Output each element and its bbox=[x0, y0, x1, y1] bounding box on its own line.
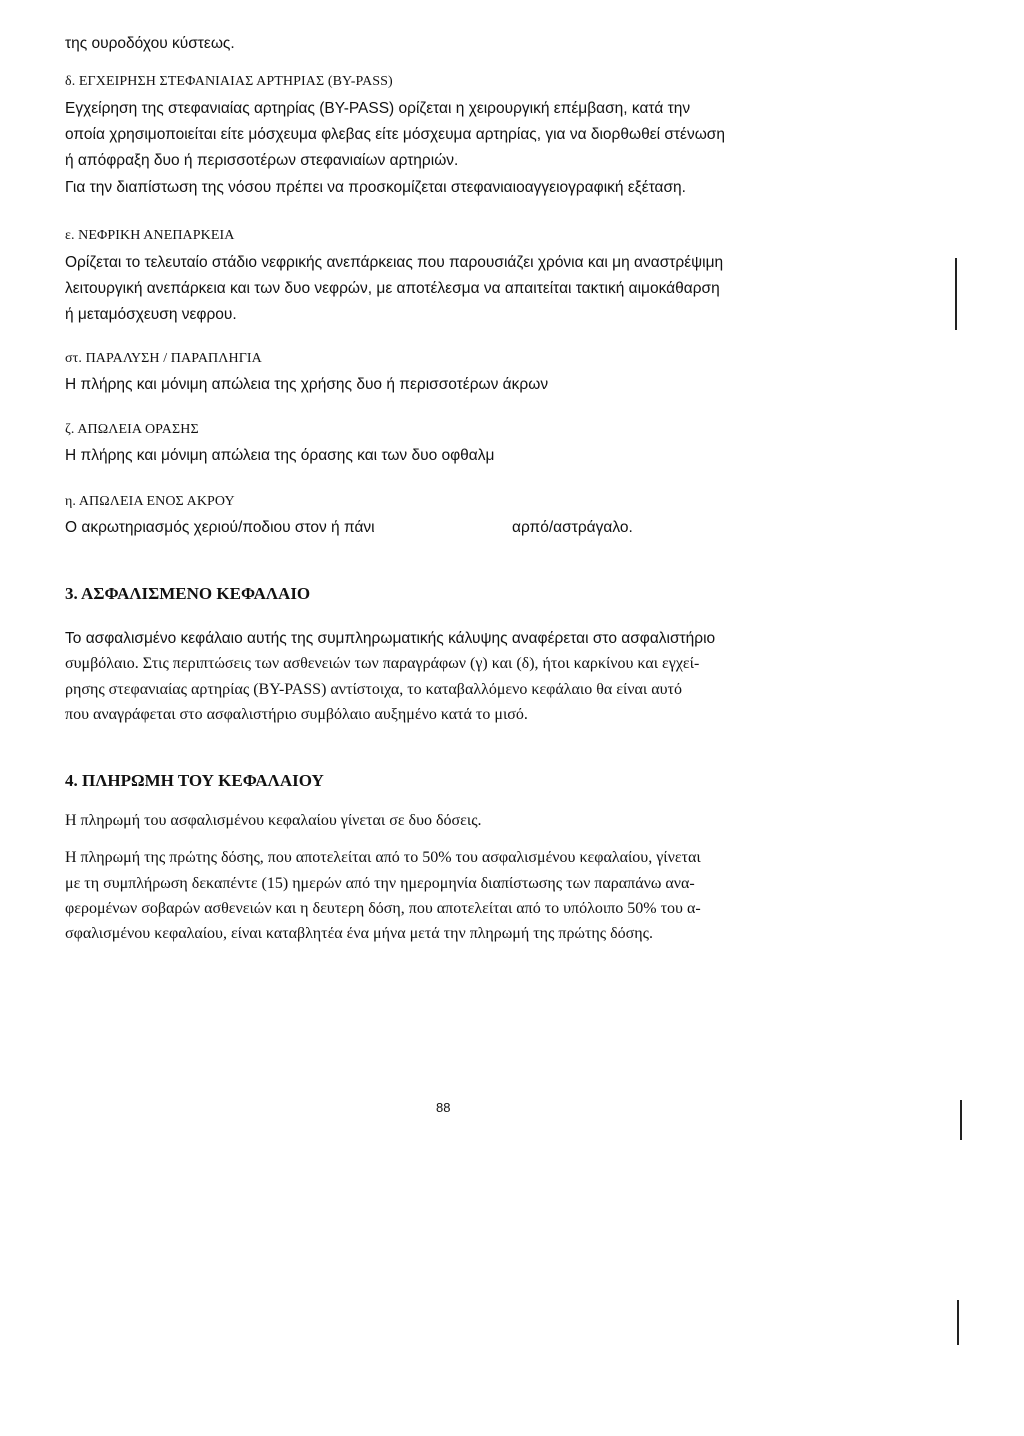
section-epsilon-line: Ορίζεται το τελευταίο στάδιο νεφρικής ανεπάρκειας που παρουσιάζει χρόνια και μη αναστρέψιμη bbox=[65, 254, 724, 271]
section-zeta-heading: ζ. ΑΠΩΛΕΙΑ ΟΡΑΣΗΣ bbox=[65, 422, 199, 437]
section-eta-line-part2: αρπό/αστράγαλο. bbox=[512, 519, 633, 536]
section-eta-line-part1: Ο ακρωτηριασμός χεριού/ποδιου στον ή πάνι bbox=[65, 519, 375, 536]
section-st-line: Η πλήρης και μόνιμη απώλεια της χρήσης δυο ή περισσοτέρων άκρων bbox=[65, 376, 549, 393]
section-3-line: που αναγράφεται στο ασφαλιστήριο συμβόλαιο αυξημένο κατά το μισό. bbox=[65, 706, 528, 723]
top-fragment-line: της ουροδόχου κύστεως. bbox=[65, 35, 235, 52]
section-zeta-line: Η πλήρης και μόνιμη απώλεια της όρασης και των δυο οφθαλμ bbox=[65, 447, 495, 464]
scan-margin-mark bbox=[960, 1100, 962, 1140]
section-4-line: σφαλισμένου κεφαλαίου, είναι καταβλητέα ένα μήνα μετά την πληρωμή της πρώτης δόσης. bbox=[65, 925, 653, 942]
section-delta-line: Εγχείρηση της στεφανιαίας αρτηρίας (BY-PASS) ορίζεται η χειρουργική επέμβαση, κατά την bbox=[65, 100, 691, 117]
section-4-line: Η πληρωμή της πρώτης δόσης, που αποτελείται από το 50% του ασφαλισμένου κεφαλαίου, γίνεται bbox=[65, 849, 701, 866]
scan-margin-mark bbox=[957, 1300, 959, 1345]
section-4-line: φερομένων σοβαρών ασθενειών και η δευτερη δόση, που αποτελείται από το υπόλοιπο 50% του α- bbox=[65, 900, 701, 917]
page-number: 88 bbox=[436, 1100, 451, 1115]
scan-margin-mark bbox=[955, 258, 957, 330]
section-delta-heading: δ. ΕΓΧΕΙΡΗΣΗ ΣΤΕΦΑΝΙΑΙΑΣ ΑΡΤΗΡΙΑΣ (BY-PASS) bbox=[65, 74, 393, 89]
section-delta-line: οποία χρησιμοποιείται είτε μόσχευμα φλεβας είτε μόσχευμα αρτηρίας, για να διορθωθεί στένωση bbox=[65, 126, 725, 143]
section-epsilon-line: ή μεταμόσχευση νεφρου. bbox=[65, 306, 237, 323]
section-delta-line: ή απόφραξη δυο ή περισσοτέρων στεφανιαίων αρτηριών. bbox=[65, 152, 459, 169]
section-4-heading: 4. ΠΛΗΡΩΜΗ ΤΟΥ ΚΕΦΑΛΑΙΟΥ bbox=[65, 771, 324, 790]
section-eta-heading: η. ΑΠΩΛΕΙΑ ΕΝΟΣ ΑΚΡΟΥ bbox=[65, 494, 235, 509]
section-epsilon-line: λειτουργική ανεπάρκεια και των δυο νεφρών, με αποτέλεσμα να απαιτείται τακτική αιμοκάθαρση bbox=[65, 280, 720, 297]
section-3-line: ρησης στεφανιαίας αρτηρίας (BY-PASS) αντίστοιχα, το καταβαλλόμενο κεφάλαιο θα είναι αυτό bbox=[65, 681, 682, 698]
section-3-line: συμβόλαιο. Στις περιπτώσεις των ασθενειών των παραγράφων (γ) και (δ), ήτοι καρκίνου και εγχεί- bbox=[65, 655, 700, 672]
section-epsilon-heading: ε. ΝΕΦΡΙΚΗ ΑΝΕΠΑΡΚΕΙΑ bbox=[65, 228, 235, 243]
section-4-line: με τη συμπλήρωση δεκαπέντε (15) ημερών από την ημερομηνία διαπίστωσης των παραπάνω ανα- bbox=[65, 875, 695, 892]
section-st-heading: στ. ΠΑΡΑΛΥΣΗ / ΠΑΡΑΠΛΗΓΙΑ bbox=[65, 351, 262, 366]
section-3-heading: 3. ΑΣΦΑΛΙΣΜΕΝΟ ΚΕΦΑΛΑΙΟ bbox=[65, 584, 311, 603]
section-3-line: Το ασφαλισμένο κεφάλαιο αυτής της συμπληρωματικής κάλυψης αναφέρεται στο ασφαλιστήριο bbox=[65, 630, 716, 647]
section-4-intro: Η πληρωμή του ασφαλισμένου κεφαλαίου γίνεται σε δυο δόσεις. bbox=[65, 812, 482, 829]
section-delta-line: Για την διαπίστωση της νόσου πρέπει να προσκομίζεται στεφανιαιοαγγειογραφική εξέταση. bbox=[65, 179, 686, 196]
